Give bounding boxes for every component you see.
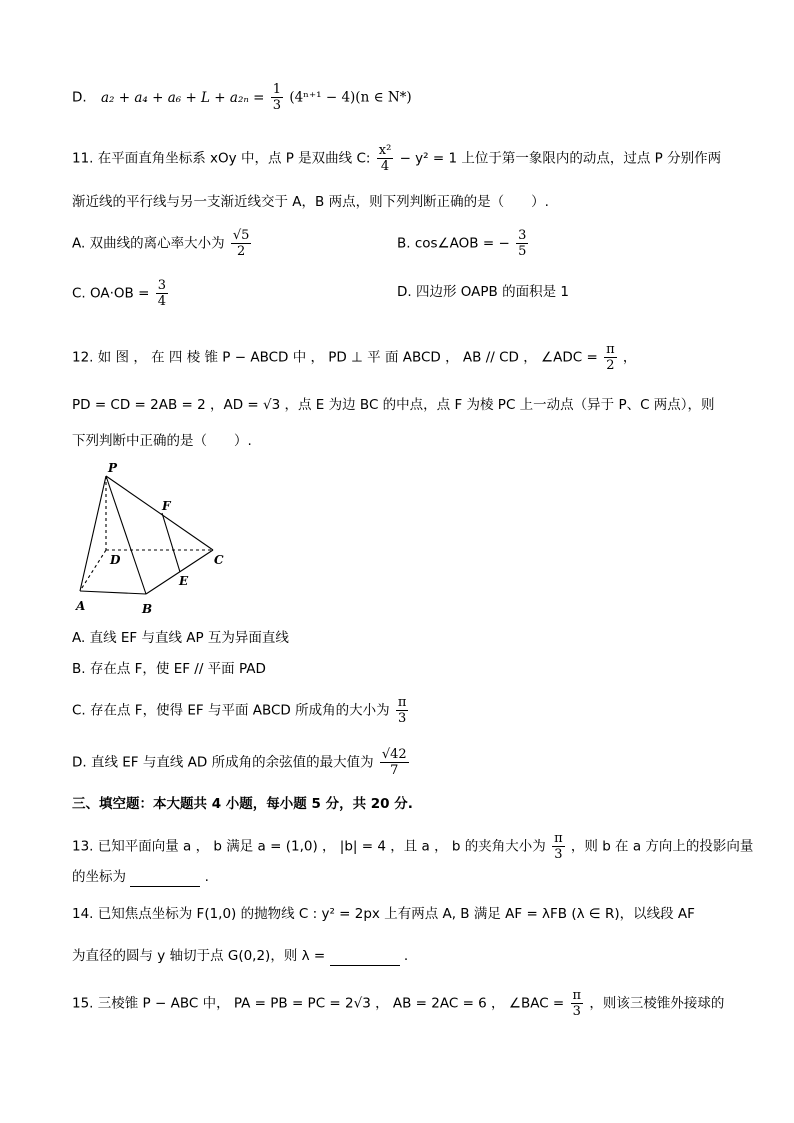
q10-option-d-rhs: (4ⁿ⁺¹ − 4)(n ∈ N*) [289,89,412,106]
q11-option-c [72,278,170,309]
label-e: E [179,574,189,588]
pyramid-figure [70,458,250,618]
q11-option-a-fraction [231,228,252,259]
fraction-numerator: √42 [381,747,407,762]
fraction-denominator: 7 [390,763,399,778]
q15-text-b: ，则该三棱锥外接球的 [589,995,725,1012]
q12-text-a: 12. 如 图 ， 在 四 棱 锥 P − ABCD 中 ， PD ⊥ 平 面 ABCD ， AB // CD ， ∠ADC = [72,349,598,366]
q14-answer-blank[interactable] [330,951,400,966]
q11-stem-line1 [72,143,721,174]
q12-option-c [72,695,410,726]
q12-option-c-fraction [396,695,409,726]
q15-stem-line1 [72,988,724,1019]
q12-option-c-text: C. 存在点 F，使得 EF 与平面 ABCD 所成角的大小为 [72,702,390,719]
q15-angle-fraction [571,988,584,1019]
fraction-denominator: 4 [157,294,166,309]
edge-pc [106,476,213,550]
q10-option-d-lhs: a₂ + a₄ + a₆ + L + a₂ₙ = [100,89,265,106]
q12-option-b: B. 存在点 F，使 EF // 平面 PAD [72,661,266,677]
section-3-heading: 三、填空题：本大题共 4 小题，每小题 5 分，共 20 分. [72,796,413,812]
q15-text-a: 15. 三棱锥 P − ABC 中， PA = PB = PC = 2√3 ， AB = 2AC = 6 ， ∠BAC = [72,995,565,1012]
fraction-denominator: 3 [398,711,407,726]
fraction-numerator: √5 [232,228,250,243]
q11-hyperbola-fraction [377,143,394,174]
segment-ef [162,513,180,572]
fraction-numerator: 3 [518,228,527,243]
q11-option-a-text: A. 双曲线的离心率大小为 [72,235,225,252]
label-a: A [76,599,86,613]
label-c: C [214,553,224,567]
q13-angle-fraction [552,831,565,862]
q12-stem-line3: 下列判断中正确的是（ ）. [72,433,252,449]
fraction-numerator: 3 [157,278,166,293]
q11-option-b-fraction [516,228,528,259]
q11-option-b-text: B. cos∠AOB = − [397,235,510,252]
q14-stem-line1: 14. 已知焦点坐标为 F(1,0) 的抛物线 C : y² = 2px 上有两点 A, B 满足 AF = λFB (λ ∈ R)，以线段 AF [72,906,695,922]
fraction-denominator: 5 [518,244,527,259]
label-b: B [142,602,153,616]
q13-text-d: . [204,869,209,885]
fraction-numerator: π [606,342,615,357]
q11-option-d: D. 四边形 OAPB 的面积是 1 [397,284,569,300]
q10-option-d [72,82,412,113]
q10-option-d-label: D. [72,89,87,106]
edge-ad-hidden [80,550,106,591]
fraction-denominator: 3 [554,847,563,862]
q12-option-d [72,747,411,778]
q11-text-a: 11. 在平面直角坐标系 xOy 中，点 P 是双曲线 C: [72,150,371,167]
q12-option-a: A. 直线 EF 与直线 AP 互为异面直线 [72,630,289,646]
q13-text-a: 13. 已知平面向量 a ， b 满足 a = (1,0) ， |b| = 4 ，且 a ， b 的夹角大小为 [72,838,546,855]
fraction-denominator: 3 [572,1004,581,1019]
q13-stem-line1 [72,831,753,862]
q12-stem-line2: PD = CD = 2AB = 2 ，AD = √3 ，点 E 为边 BC 的中点，点 F 为棱 PC 上一动点（异于 P、C 两点），则 [72,397,715,413]
q11-text-b: − y² = 1 上位于第一象限内的动点，过点 P 分别作两 [399,150,722,167]
fraction-denominator: 2 [606,358,615,373]
edge-ab [80,591,146,594]
q12-text-b: ， [622,349,637,366]
edge-pa [80,476,106,591]
q13-text-c: 的坐标为 [72,869,126,885]
label-f: F [162,499,171,513]
q10-option-d-fraction [271,82,283,113]
q12-option-d-text: D. 直线 EF 与直线 AD 所成角的余弦值的最大值为 [72,754,374,771]
q12-option-d-fraction [380,747,409,778]
q13-answer-blank[interactable] [130,872,200,887]
q11-option-c-text: C. OA·OB = [72,285,150,302]
q14-text-a: 为直径的圆与 y 轴切于点 G(0,2)，则 λ = [72,948,326,964]
fraction-denominator: 3 [272,98,282,113]
fraction-denominator: 2 [237,244,246,259]
q12-stem-line1 [72,342,636,373]
fraction-denominator: 4 [380,159,390,174]
fraction-numerator: 1 [272,82,282,97]
label-p: P [108,461,118,475]
edge-pb [106,476,146,594]
label-d: D [110,553,121,567]
q11-option-a [72,228,253,259]
q14-stem-line2 [72,946,408,966]
q13-text-b: ，则 b 在 a 方向上的投影向量 [570,838,754,855]
q11-option-b [397,228,530,259]
q14-text-b: . [403,948,409,964]
q12-angle-fraction [604,342,617,373]
fraction-numerator: π [572,988,582,1003]
fraction-numerator: π [554,831,563,846]
fraction-numerator: π [397,695,407,710]
q13-stem-line2 [72,867,209,887]
q11-stem-line2: 渐近线的平行线与另一支渐近线交于 A，B 两点，则下列判断正确的是（ ）. [72,194,549,210]
q11-option-c-fraction [156,278,168,309]
fraction-numerator: x² [378,143,392,158]
